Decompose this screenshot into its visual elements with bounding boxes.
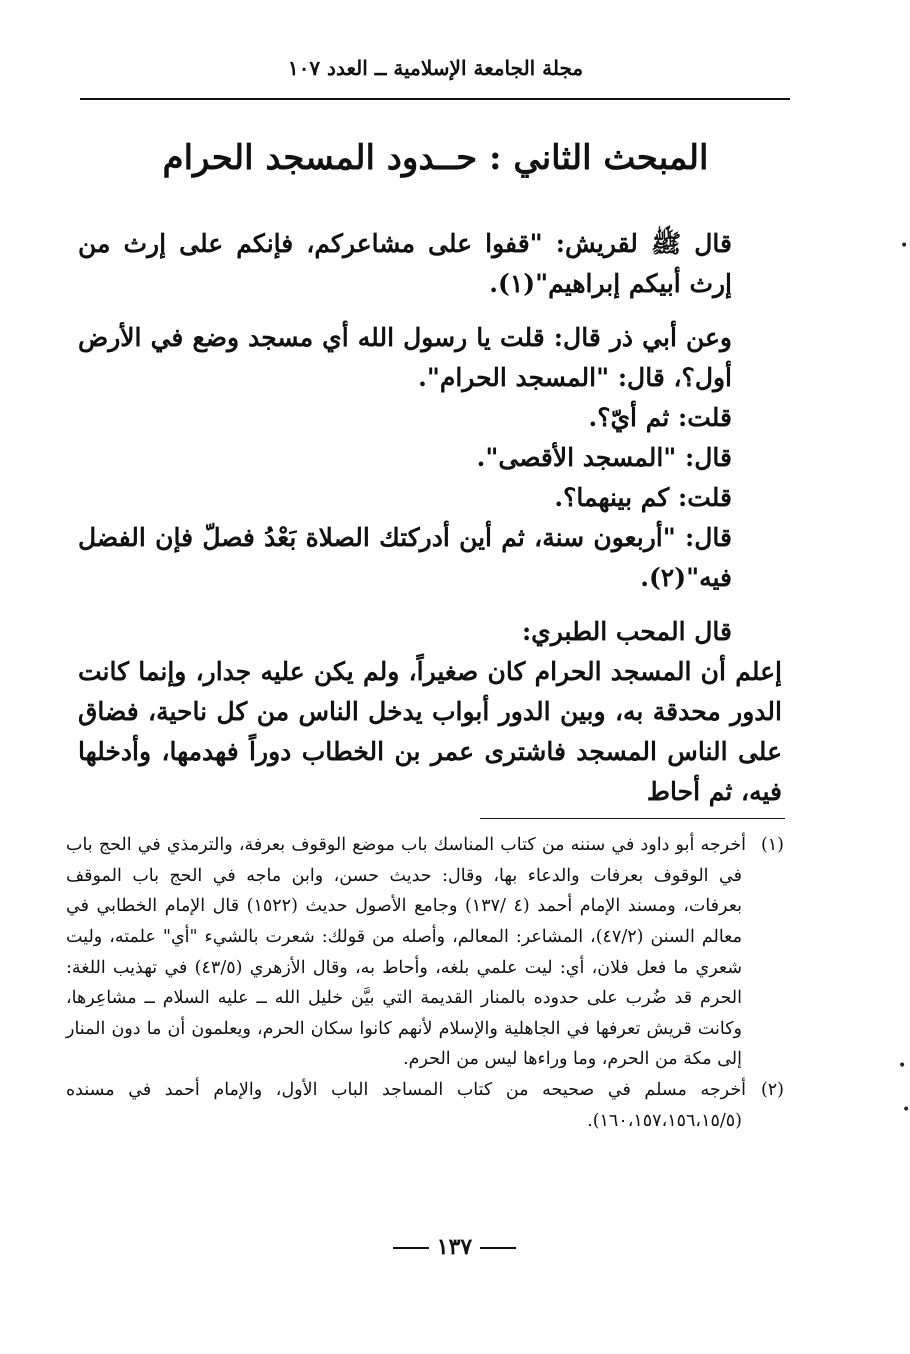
footnotes: [66, 830, 784, 1136]
footnote-number: (١): [760, 835, 784, 855]
paragraph-6: قال: "أربعون سنة، ثم أين أدركتك الصلاة بَعْدُ فصلّ فإن الفضل فيه"(٢).: [78, 523, 732, 592]
paragraph-7: قال المحب الطبري:: [521, 617, 732, 646]
page-number: [0, 1234, 909, 1260]
paragraph-2: وعن أبي ذر قال: قلت يا رسول الله أي مسجد وضع في الأرض أول؟، قال: "المسجد الحرام".: [78, 323, 732, 392]
footnote-divider: [480, 818, 785, 819]
footnote-text: أخرجه أبو داود في سننه من كتاب المناسك باب موضع الوقوف بعرفة، والترمذي في الحج باب في الوقوف بعرفات والدعاء بها، وقال: حديث حسن، وابن ماجه في الحج باب الموقف بعرفات، ومسند الإمام أحمد (٤ /١٣٧) وجامع الأصول حديث (١٥٢٢) قال الإمام الخطابي في معالم السنن (٤٧/٢)، المشاعر: المعالم، وأصله من قولك: شعرت بالشيء "أي" علمته، وليت شعري ما فعل فلان، أي: ليت علمي بلغه، وأحاط به، وقال الأزهري (٤٣/٥) في تهذيب اللغة: الحرم قد ضُرب على حدوده بالمنار القديمة التي بيَّن خليل الله ــ عليه السلام ــ مشاعِرها، وكانت قريش تعرفها في الجاهلية والإسلام لأنهم كانوا سكان الحرم، ويعلمون أن ما دون المنار إلى مكة من الحرم، وما وراءها ليس من الحرم.: [66, 835, 746, 1070]
main-text: [78, 218, 782, 812]
page-number-dash-left: [393, 1247, 429, 1249]
scan-mark: •: [900, 238, 909, 254]
page-number-dash-right: [480, 1247, 516, 1249]
paragraph-1: قال ﷺ لقريش: "قفوا على مشاعركم، فإنكم على إرث من إرث أبيكم إبراهيم"(١).: [78, 229, 732, 298]
paragraph-5: قلت: كم بينهما؟.: [554, 483, 732, 512]
footnote-1: [66, 830, 784, 1075]
scan-mark: •: [902, 1102, 910, 1118]
paragraph-4: قال: "المسجد الأقصى".: [476, 443, 732, 472]
page-number-value: ١٣٧: [436, 1234, 473, 1260]
footnote-2: [66, 1075, 784, 1136]
paragraph-3: قلت: ثم أيّ؟.: [588, 403, 732, 432]
footnote-number: (٢): [760, 1080, 784, 1100]
section-title: المبحث الثاني : حــدود المسجد الحرام: [162, 138, 709, 178]
header-divider: [80, 98, 790, 100]
journal-header: مجلة الجامعة الإسلامية ــ العدد ١٠٧: [287, 56, 584, 80]
scan-mark: •: [898, 1058, 907, 1074]
paragraph-8: إعلم أن المسجد الحرام كان صغيراً، ولم يكن عليه جدار، وإنما كانت الدور محدقة به، وبين الدور أبواب يدخل الناس من كل ناحية، فضاق على الناس المسجد فاشترى عمر بن الخطاب دوراً فهدمها، وأدخلها فيه، ثم أحاط: [78, 657, 782, 806]
footnote-text: أخرجه مسلم في صحيحه من كتاب المساجد الباب الأول، والإمام أحمد في مسنده (١٦٠،١٥٧،١٥٦،١٥/٥).: [66, 1080, 746, 1131]
